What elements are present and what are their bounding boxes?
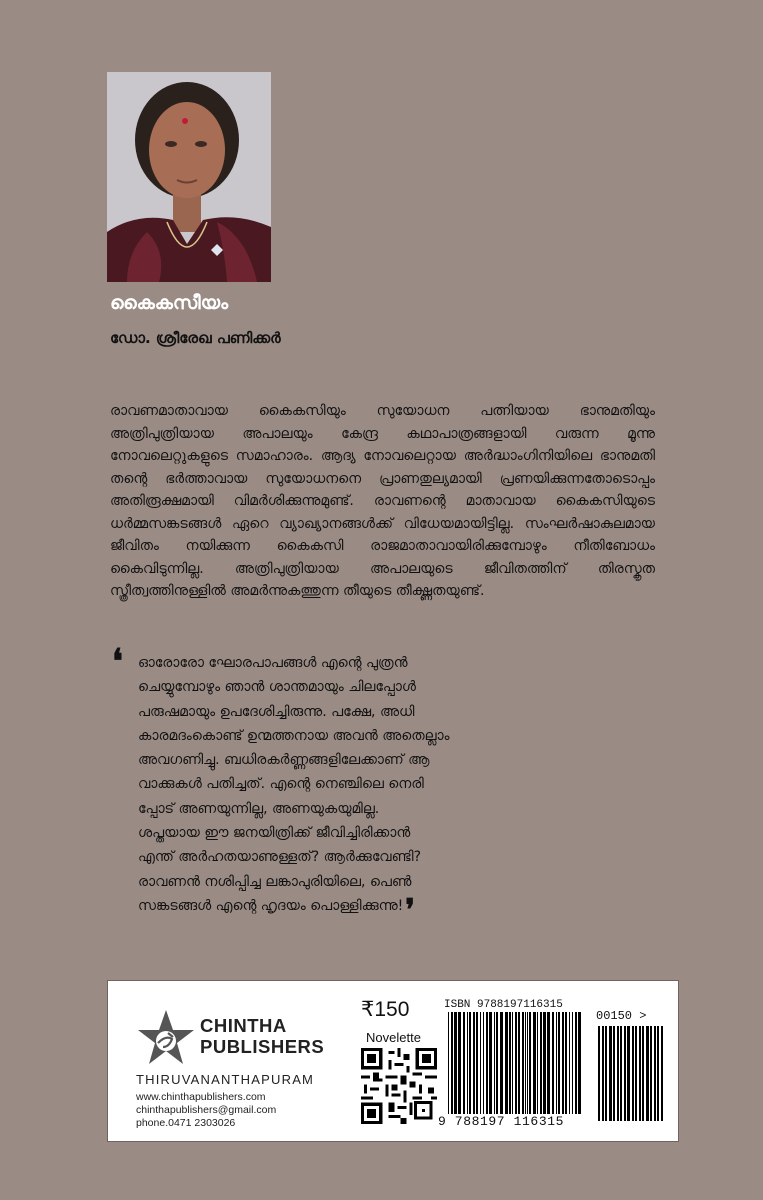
publisher-contact xyxy=(136,1091,276,1130)
barcode-bar xyxy=(552,1012,554,1114)
barcode-bar xyxy=(562,1012,564,1114)
publisher-name xyxy=(200,1015,324,1057)
barcode-bar xyxy=(451,1012,453,1114)
price-label: ₹150 xyxy=(361,998,410,1021)
barcode-bar xyxy=(657,1026,659,1121)
quote-line: കാരമദംകൊണ്ട് ഉന്മത്തനായ അവൻ അതെല്ലാം xyxy=(138,727,450,744)
barcode-bar xyxy=(543,1012,546,1114)
quote-line: ചെയ്യുമ്പോഴും ഞാൻ ശാന്തമായും ചിലപ്പോൾ xyxy=(138,679,416,696)
barcode-bar xyxy=(527,1012,528,1114)
publisher-name-line: PUBLISHERS xyxy=(200,1036,325,1057)
barcode-bar xyxy=(617,1026,619,1121)
barcode-bar xyxy=(646,1026,649,1121)
barcode-bar xyxy=(609,1026,612,1121)
author-photo xyxy=(107,72,271,282)
quote-line: രാവണൻ നശിപ്പിച്ച ലങ്കാപുരിയിലെ, പെൺ xyxy=(138,873,412,890)
qr-code-icon[interactable] xyxy=(361,1048,437,1124)
isbn-label: ISBN 9788197116315 xyxy=(444,999,563,1011)
barcode-bar xyxy=(620,1026,622,1121)
barcode-bar xyxy=(632,1026,634,1121)
barcode-bar xyxy=(448,1012,449,1114)
author-name: ഡോ. ശ്രീരേഖ പണിക്കർ xyxy=(110,329,281,347)
genre-label: Novelette xyxy=(366,1030,421,1045)
open-quote-mark: ❛ xyxy=(112,642,123,682)
barcode-bar xyxy=(483,1012,484,1114)
back-cover-footer xyxy=(107,980,679,1142)
barcode-bar xyxy=(540,1012,542,1114)
barcode-bar xyxy=(547,1012,550,1114)
barcode-bar xyxy=(565,1012,567,1114)
quote-line-last: സങ്കടങ്ങൾ എന്റെ ഹൃദയം പൊള്ളിക്കുന്നു!❜ xyxy=(138,892,415,928)
barcode-bar xyxy=(639,1026,641,1121)
publisher-city: THIRUVANANTHAPURAM xyxy=(136,1072,315,1087)
barcode-bar xyxy=(515,1012,517,1114)
barcode-bar xyxy=(480,1012,481,1114)
barcode-bar xyxy=(654,1026,656,1121)
barcode-bar xyxy=(496,1012,498,1114)
barcode-bar xyxy=(505,1012,508,1114)
barcode-bar xyxy=(525,1012,526,1114)
quote-line: സങ്കടങ്ങൾ എന്റെ ഹൃദയം പൊള്ളിക്കുന്നു! xyxy=(138,897,404,914)
quote-line: ഓരോരോ ഘോരപാപങ്ങൾ എന്റെ പുത്രൻ xyxy=(138,655,408,671)
price-addon-barcode xyxy=(598,1026,664,1121)
pull-quote xyxy=(112,642,533,928)
barcode-bar xyxy=(522,1012,524,1114)
barcode-bar xyxy=(476,1012,478,1114)
barcode-bar xyxy=(494,1012,495,1114)
barcode-bar xyxy=(602,1026,604,1121)
publisher-name-line: CHINTHA xyxy=(200,1015,287,1036)
barcode-bar xyxy=(518,1012,520,1114)
barcode-bar xyxy=(489,1012,492,1114)
price-addon-code: 00150 > xyxy=(596,1009,647,1023)
barcode-bar xyxy=(454,1012,457,1114)
barcode-bar xyxy=(500,1012,503,1114)
quote-line: പ്പോട് അണയുന്നില്ല, അണയുകയുമില്ല. xyxy=(138,800,380,817)
barcode-bar xyxy=(661,1026,663,1121)
author-portrait-image xyxy=(107,72,271,282)
barcode-bar xyxy=(578,1012,581,1114)
barcode-bar xyxy=(463,1012,465,1114)
barcode-bar xyxy=(467,1012,468,1114)
barcode-bar xyxy=(650,1026,652,1121)
publisher-website-link[interactable]: www.chinthapublishers.com xyxy=(136,1091,266,1103)
barcode-bar xyxy=(605,1026,607,1121)
quote-line: ശപ്തയായ ഈ ജനയിത്രിക്ക് ജീവിച്ചിരിക്കാൻ xyxy=(138,825,411,842)
quote-line: പരുഷമായും ഉപദേശിച്ചിരുന്നു. പക്ഷേ, അധി xyxy=(138,703,415,720)
book-title: കൈകസീയം xyxy=(110,292,229,314)
barcode-bar xyxy=(473,1012,475,1114)
barcode-bar xyxy=(575,1012,577,1114)
barcode-bar xyxy=(458,1012,461,1114)
quote-line: എന്ത് അർഹതയാണുള്ളത്? ആർക്കുവേണ്ടി? xyxy=(138,849,422,866)
barcode-bar xyxy=(598,1026,600,1121)
barcode-bar xyxy=(537,1012,538,1114)
isbn-digits: 9 788197 116315 xyxy=(438,1114,565,1129)
barcode-bar xyxy=(613,1026,615,1121)
barcode-bar xyxy=(509,1012,511,1114)
barcode-bar xyxy=(558,1012,560,1114)
isbn-barcode xyxy=(448,1012,582,1114)
publisher-star-logo-icon xyxy=(136,1009,196,1065)
barcode-bar xyxy=(512,1012,513,1114)
book-blurb: രാവണമാതാവായ കൈകസിയും സുയോധന പത്നിയായ ഭാനുമതിയും അത്രിപുത്രിയായ അപാലയും കേന്ദ്ര കഥാപാത്രങ്ങളായി വരുന്ന മൂന്നു നോവലെറ്റുകളുടെ സമാഹാരം. ആദ്യ നോവലെറ്റായ അർദ്ധാംഗിനിയിലെ ഭാനുമതി തന്റെ ഭർത്താവായ സുയോധനനെ പ്രാണതുല്യമായി പ്രണയിക്കുന്നതോടൊപ്പം അതിരൂക്ഷമായി വിമർശിക്കുന്നുമുണ്ട്. രാവണന്റെ മാതാവായ കൈകസിയുടെ ധർമ്മസങ്കടങ്ങൾ ഏറെ വ്യാഖ്യാനങ്ങൾക്ക് വിധേയമായിട്ടില്ല. സംഘർഷാകുലമായ ജീവിതം നയിക്കുന്ന കൈകസി രാജമാതാവായിരിക്കുമ്പോഴും നീതിബോധം കൈവിടുന്നില്ല. അത്രിപുത്രിയായ അപാലയുടെ ജീവിതത്തിന് തിരസ്കൃത സ്ത്രീത്വത്തിനുള്ളിൽ അമർന്നുകത്തുന്ന തീയുടെ തീക്ഷ്ണതയുണ്ട്. xyxy=(110,403,655,599)
quote-line: വാക്കുകൾ പതിച്ചത്. എന്റെ നെഞ്ചിലെ നെരി xyxy=(138,776,424,793)
barcode-bar xyxy=(624,1026,626,1121)
barcode-bar xyxy=(627,1026,630,1121)
barcode-bar xyxy=(469,1012,471,1114)
barcode-bar xyxy=(569,1012,570,1114)
publisher-email-link[interactable]: chinthapublishers@gmail.com xyxy=(136,1104,277,1116)
quote-line: അവഗണിച്ചു. ബധിരകർണ്ണങ്ങളിലേക്കാണ് ആ xyxy=(138,752,430,769)
publisher-phone: phone.0471 2303026 xyxy=(136,1117,236,1129)
barcode-bar xyxy=(642,1026,644,1121)
barcode-bar xyxy=(533,1012,536,1114)
barcode-bar xyxy=(486,1012,488,1114)
barcode-bar xyxy=(572,1012,573,1114)
barcode-bar xyxy=(556,1012,557,1114)
barcode-bar xyxy=(635,1026,637,1121)
barcode-bar xyxy=(529,1012,531,1114)
